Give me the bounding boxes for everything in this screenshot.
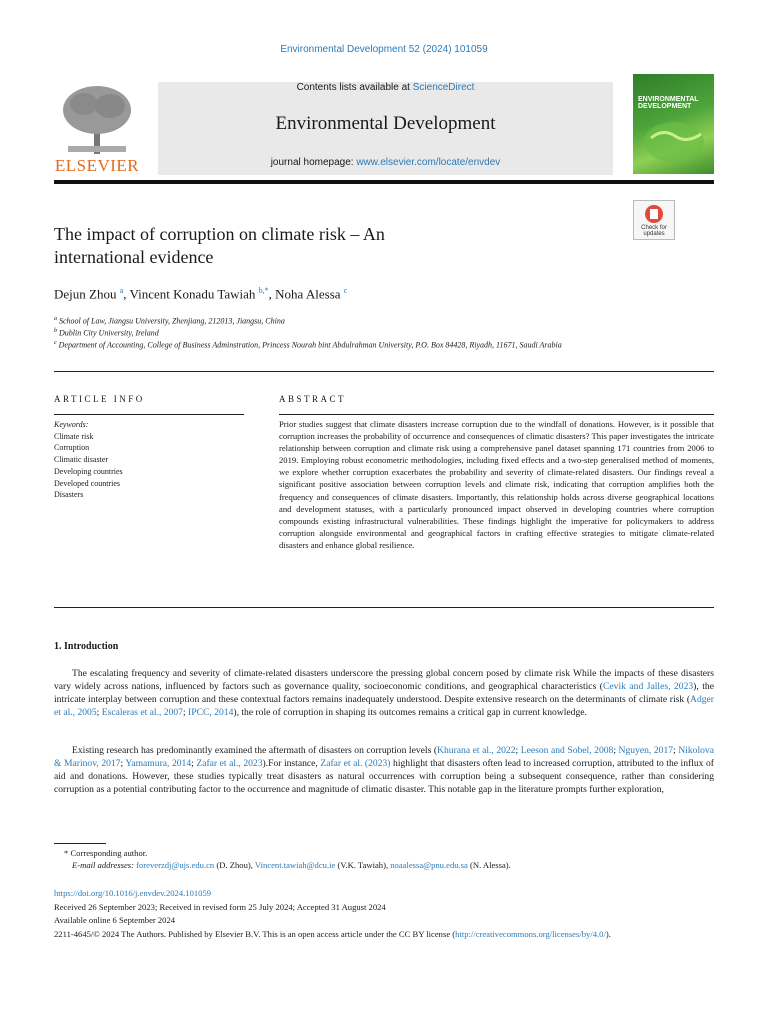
text: ; — [120, 758, 126, 769]
citation-link[interactable]: Nikolova & Marinov, 2017 — [54, 745, 714, 769]
doi-link[interactable]: https://doi.org/10.1016/j.envdev.2024.101059 — [54, 888, 212, 898]
citation-link[interactable]: Khurana et al., 2022 — [437, 745, 516, 756]
citation-link[interactable]: Leeson and Sobel, 2008 — [520, 745, 614, 756]
text: ; — [96, 707, 102, 718]
publisher-name: ELSEVIER — [54, 156, 140, 175]
email-link[interactable]: Vincent.tawiah@dcu.ie — [254, 860, 336, 870]
citation-link[interactable]: Cevik and Jalles, 2023 — [603, 681, 694, 692]
license-text: 2211-4645/© 2024 The Authors. Published by Elsevier B.V. This is an open access article under the CC BY license ( — [54, 929, 456, 939]
keyword-item: Developed countries — [54, 478, 120, 488]
cover-title — [638, 96, 699, 110]
author-name[interactable]: Dejun Zhou — [54, 286, 117, 302]
email-owner: (D. Zhou), — [214, 860, 255, 870]
header-rule — [54, 180, 714, 184]
abstract-heading: ABSTRACT — [279, 394, 347, 404]
affiliation-marker: c — [54, 340, 57, 346]
contents-line — [158, 82, 613, 93]
keywords-block — [54, 419, 244, 501]
text: The escalating frequency and severity of climate-related disasters underscore the pressing global concern posed by climate risk While the impacts of these disasters vary widely across nations, influenced by factors such as governance quality, socioeconomic conditions, and geographical characteristics ( — [54, 668, 714, 692]
affiliation-text: School of Law, Jiangsu University, Zhenjiang, 212013, Jiangsu, China — [59, 316, 285, 326]
keyword-item: Climate risk — [54, 431, 94, 441]
keywords-label: Keywords: — [54, 420, 89, 429]
text: highlight that disasters often lead to increased corruption, attributed to the influx of aid and donations. However, these studies typically treat disasters as natural occurrences with corruption being a subsequent consequence, rather than considering corruption as a potential contributing factor to the occurrence and magnitude of climatic disaster. This notable gap in the literature prompts further exploration, — [54, 758, 714, 795]
text: Existing research has predominantly examined the aftermath of disasters on corruption levels ( — [72, 745, 438, 756]
license-statement — [54, 928, 714, 940]
affiliation-marker: b — [54, 328, 57, 334]
citation-link[interactable]: Zafar et al. (2023) — [320, 758, 391, 769]
text: ).For instance, — [262, 758, 321, 769]
section-rule — [54, 371, 714, 372]
author-affiliation-marker[interactable]: c — [343, 286, 348, 295]
text: ), the intricate interplay between corruption and these contextual factors remains inadequately understood. Despite extensive research on the determinants of climate risk ( — [54, 681, 714, 705]
text: ; — [673, 745, 679, 756]
article-title-line2: international evidence — [54, 247, 214, 267]
journal-cover-image — [633, 74, 714, 174]
article-info-rule — [54, 414, 244, 415]
affiliation-text: Department of Accounting, College of Business Adminstration, Princess Nourah bint Abdulrahman University, P.O. Box 84428, Riyadh, 11671, Saudi Arabia — [58, 340, 562, 350]
affiliation-text: Dublin City University, Ireland — [59, 328, 159, 338]
homepage-prefix: journal homepage: — [270, 157, 357, 168]
text: ; — [613, 745, 619, 756]
footnote-rule — [54, 843, 106, 844]
email-addresses — [54, 859, 732, 871]
sciencedirect-link[interactable]: ScienceDirect — [412, 82, 475, 93]
corresponding-author-note: * Corresponding author. — [64, 848, 148, 858]
journal-reference[interactable]: Environmental Development 52 (2024) 101059 — [280, 44, 488, 55]
citation-link[interactable]: Yamamura, 2014 — [125, 758, 192, 769]
email-link[interactable]: noaalessa@pnu.edu.sa — [390, 860, 468, 870]
keyword-item: Disasters — [54, 490, 84, 500]
affiliation — [54, 337, 624, 352]
text: ; — [191, 758, 197, 769]
email-owner: (V.K. Tawiah), — [335, 860, 391, 870]
email-owner: (N. Alessa). — [467, 860, 511, 870]
text: ; — [515, 745, 521, 756]
contents-prefix: Contents lists available at — [296, 82, 413, 93]
article-title — [54, 223, 574, 269]
abstract-text: Prior studies suggest that climate disasters increase corruption due to the windfall of donations. However, is it possible that corruption increases the probability of occurrence and consequences of climatic disasters? This paper investigates the intricate relationship between corruption and climate risk using a comprehensive panel dataset spanning 171 countries from 2006 to 2019. Employing robust econometric methodologies, including fixed effects and a two-step generalised method of moments, we explore whether corruption exacerbates the probability and severity of climate-related disasters. Our findings reveal a significant positive association between corruption levels and climate risk, indicating that corruption amplifies both the frequency and consequences of climate disasters. Importantly, this relationship holds across diverse geographical locations and development statuses, with a particularly pronounced impact observed in developing countries where corruption compounds existing infrastructural vulnerabilities. These findings highlight the imperative for policymakers to address corruption alongside environmental and geographical factors in crafting effective strategies to mitigate climate-related disasters and enhance global resilience. — [279, 419, 714, 550]
intro-paragraph-1 — [54, 667, 714, 719]
available-online: Available online 6 September 2024 — [54, 915, 176, 925]
article-title-line1: The impact of corruption on climate risk – An — [54, 224, 385, 244]
email-link[interactable]: foreverzdj@ujs.edu.cn — [136, 860, 215, 870]
keyword-item: Climatic disaster — [54, 455, 108, 465]
citation-link[interactable]: Nguyen, 2017 — [618, 745, 674, 756]
journal-title: Environmental Development — [275, 113, 496, 134]
citation-link[interactable]: IPCC, 2014 — [188, 707, 234, 718]
author-name[interactable]: Vincent Konadu Tawiah — [129, 286, 256, 302]
keyword-item: Corruption — [54, 443, 90, 453]
affiliation-marker: a — [54, 316, 57, 322]
intro-paragraph-2 — [54, 744, 714, 796]
received-dates: Received 26 September 2023; Received in revised form 25 July 2024; Accepted 31 August 2024 — [54, 902, 386, 912]
citation-link[interactable]: Zafar et al., 2023 — [196, 758, 263, 769]
citation-link[interactable]: Escaleras et al., 2007 — [101, 707, 183, 718]
globe-icon — [641, 114, 707, 164]
keyword-item: Developing countries — [54, 466, 123, 476]
text: ), the role of corruption in shaping its outcomes remains a critical gap in current knowledge. — [233, 707, 587, 718]
author-affiliation-marker[interactable]: b,* — [258, 286, 269, 295]
check-for-updates-label: Check for updates — [641, 225, 667, 237]
check-for-updates-button[interactable] — [633, 200, 675, 240]
author-affiliation-marker[interactable]: a — [119, 286, 124, 295]
text: ; — [182, 707, 189, 718]
article-info-heading: ARTICLE INFO — [54, 394, 145, 404]
homepage-link[interactable]: www.elsevier.com/locate/envdev — [356, 157, 501, 168]
introduction-heading: 1. Introduction — [54, 641, 119, 652]
abstract-rule — [279, 414, 714, 415]
cover-title-line1: ENVIRONMENTAL — [638, 96, 699, 103]
author-list: Dejun Zhou $^a$, Vincent Konadu Tawiah $^{b,*}$, Noha Alessa $^c$ — [54, 286, 348, 302]
abstract-bottom-rule — [54, 607, 714, 608]
cover-title-line2: DEVELOPMENT — [638, 103, 692, 110]
homepage-line — [158, 157, 613, 168]
author-name[interactable]: Noha Alessa — [275, 286, 341, 302]
email-label: E-mail addresses: — [72, 860, 134, 870]
citation-link[interactable]: Adger et al., 2005 — [54, 694, 714, 718]
license-link[interactable]: http://creativecommons.org/licenses/by/4.0/ — [455, 929, 606, 939]
bookmark-icon — [644, 204, 664, 224]
license-end: ). — [605, 929, 611, 939]
